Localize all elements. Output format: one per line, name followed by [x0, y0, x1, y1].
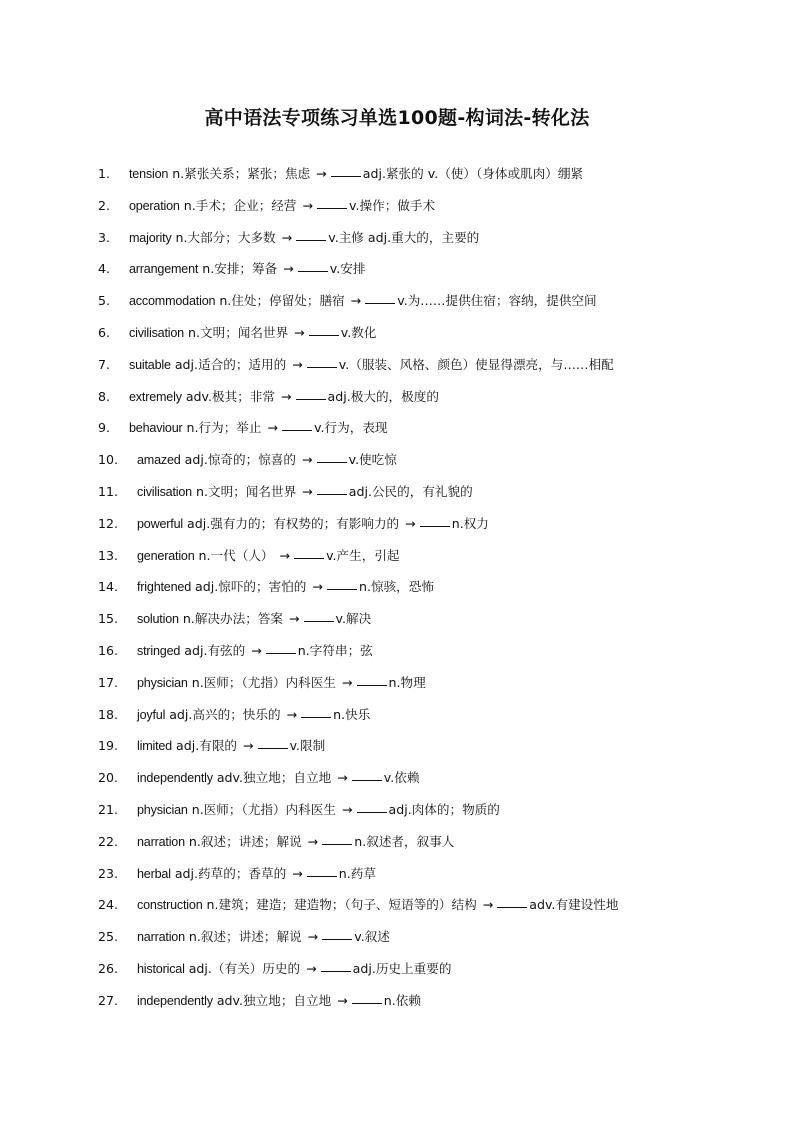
item-meaning: n.叙述；讲述；解说 — [188, 833, 302, 849]
list-item — [0, 957, 794, 989]
item-text — [137, 512, 489, 536]
item-text — [129, 226, 479, 250]
item-number: 4. — [98, 261, 111, 277]
arrow-right-icon: → — [337, 770, 348, 786]
arrow-right-icon: → — [405, 515, 416, 531]
item-target: v.安排 — [329, 261, 366, 277]
item-target: adv.有建设性地 — [529, 897, 619, 913]
item-number: 15. — [98, 611, 119, 627]
item-number: 7. — [98, 356, 111, 372]
item-meaning: adj.惊吓的；害怕的 — [195, 579, 307, 595]
item-target: n.叙述者，叙事人 — [354, 833, 455, 849]
item-text — [137, 575, 434, 599]
list-item — [0, 575, 794, 607]
answer-blank[interactable] — [322, 926, 352, 940]
item-target: n.药草 — [338, 865, 376, 881]
item-word: solution — [137, 612, 179, 627]
item-target: v.叙述 — [354, 929, 390, 945]
item-meaning: n.叙述；讲述；解说 — [188, 929, 302, 945]
answer-blank[interactable] — [266, 640, 296, 654]
answer-blank[interactable] — [296, 386, 326, 400]
item-number: 5. — [98, 293, 111, 309]
item-word: extremely — [129, 389, 182, 404]
item-number: 1. — [98, 166, 111, 181]
list-item — [0, 862, 794, 894]
item-word: frightened — [137, 580, 192, 595]
item-text — [137, 639, 373, 663]
arrow-right-icon: → — [267, 420, 279, 436]
item-text — [129, 321, 376, 345]
item-target: n.字符串；弦 — [297, 642, 373, 658]
item-target: n.依赖 — [383, 992, 421, 1008]
answer-blank[interactable] — [327, 576, 357, 590]
answer-blank[interactable] — [258, 735, 288, 749]
list-item — [0, 289, 794, 321]
item-text — [129, 385, 439, 409]
answer-blank[interactable] — [365, 290, 395, 304]
item-number: 14. — [98, 579, 119, 595]
answer-blank[interactable] — [282, 417, 312, 431]
answer-blank[interactable] — [352, 767, 382, 781]
item-number: 17. — [98, 674, 119, 690]
item-text — [137, 862, 376, 886]
item-word: narration — [137, 930, 185, 945]
item-text — [137, 480, 473, 504]
list-item — [0, 734, 794, 766]
arrow-right-icon: → — [316, 166, 327, 181]
list-item — [0, 893, 794, 925]
answer-blank[interactable] — [304, 608, 334, 622]
arrow-right-icon: → — [279, 547, 291, 563]
item-target: adj.公民的，有礼貌的 — [348, 483, 473, 499]
arrow-right-icon: → — [307, 833, 319, 849]
item-meaning: adv.独立地；自立地 — [216, 992, 332, 1008]
item-word: tension — [129, 167, 169, 181]
list-item — [0, 512, 794, 544]
item-target: n.快乐 — [333, 706, 371, 722]
answer-blank[interactable] — [357, 672, 387, 686]
list-item — [0, 639, 794, 671]
item-text — [137, 766, 419, 790]
item-number: 13. — [98, 547, 119, 563]
answer-blank[interactable] — [296, 227, 326, 241]
list-item — [0, 989, 794, 1021]
item-meaning: adj.（有关）历史的 — [188, 960, 301, 976]
answer-blank[interactable] — [307, 354, 337, 368]
item-text — [137, 734, 325, 758]
item-meaning: adj.强有力的；有权势的；有影响力的 — [187, 515, 400, 531]
arrow-right-icon: → — [312, 579, 323, 595]
item-word: operation — [129, 198, 180, 213]
item-number: 22. — [98, 833, 119, 849]
item-number: 9. — [98, 420, 111, 436]
list-item — [0, 925, 794, 957]
item-meaning: n.解决办法；答案 — [182, 611, 283, 627]
item-word: physician — [137, 675, 188, 690]
item-text — [137, 671, 426, 695]
arrow-right-icon: → — [283, 261, 294, 277]
item-target: n.惊骇，恐怖 — [358, 579, 434, 595]
item-word: amazed — [137, 453, 181, 468]
item-meaning: adj.适合的；适用的 — [174, 356, 287, 372]
item-number: 23. — [98, 865, 119, 881]
arrow-right-icon: → — [341, 674, 353, 690]
arrow-right-icon: → — [482, 897, 494, 913]
list-item — [0, 385, 794, 417]
answer-blank[interactable] — [497, 894, 527, 908]
item-target: n.权力 — [451, 515, 489, 531]
item-number: 12. — [98, 515, 119, 531]
item-meaning: adj.有弦的 — [184, 642, 246, 658]
item-target: adj.紧张的 v.（使）（身体或肌肉）绷紧 — [362, 166, 584, 181]
item-text — [137, 544, 400, 568]
page-title: 高中语法专项练习单选100题-构词法-转化法 — [204, 107, 590, 129]
item-word: narration — [137, 834, 185, 849]
list-item — [0, 162, 794, 194]
item-target: v.限制 — [289, 738, 326, 754]
item-word: suitable — [129, 357, 171, 372]
arrow-right-icon: → — [286, 706, 298, 722]
arrow-right-icon: → — [280, 388, 292, 404]
item-word: powerful — [137, 516, 184, 531]
list-item — [0, 766, 794, 798]
item-text — [137, 893, 618, 917]
list-item — [0, 480, 794, 512]
item-meaning: n.紧张关系；紧张；焦虑 — [172, 166, 311, 181]
list-item — [0, 416, 794, 448]
item-meaning: n.一代（人） — [198, 547, 274, 563]
item-text — [137, 989, 421, 1013]
item-text — [129, 289, 597, 313]
list-item — [0, 830, 794, 862]
item-text — [129, 194, 435, 218]
arrow-right-icon: → — [302, 452, 313, 468]
answer-blank[interactable] — [420, 513, 450, 527]
item-target: v.依赖 — [383, 770, 420, 786]
item-word: herbal — [137, 866, 171, 881]
item-number: 25. — [98, 929, 119, 945]
answer-blank[interactable] — [331, 163, 361, 177]
answer-blank[interactable] — [301, 704, 331, 718]
arrow-right-icon: → — [302, 483, 313, 499]
arrow-right-icon: → — [292, 865, 303, 881]
list-item — [0, 321, 794, 353]
item-target: v.操作；做手术 — [349, 197, 436, 213]
answer-blank[interactable] — [317, 195, 347, 209]
list-item — [0, 448, 794, 480]
item-meaning: adj.惊奇的；惊喜的 — [184, 452, 296, 468]
answer-blank[interactable] — [317, 481, 347, 495]
item-text — [137, 448, 397, 472]
item-target: v.使吃惊 — [348, 452, 397, 468]
arrow-right-icon: → — [251, 642, 262, 658]
item-target: v.教化 — [340, 324, 377, 340]
item-text — [137, 607, 371, 631]
item-target: v.产生，引起 — [326, 547, 400, 563]
list-item — [0, 226, 794, 258]
item-number: 20. — [98, 770, 119, 786]
item-text — [129, 416, 388, 440]
arrow-right-icon: → — [292, 356, 303, 372]
item-meaning: n.建筑；建造；建造物；（句子、短语等的）结构 — [206, 897, 477, 913]
item-target: adj.极大的，极度的 — [327, 388, 439, 404]
list-item — [0, 671, 794, 703]
arrow-right-icon: → — [302, 197, 314, 213]
item-meaning: n.文明；闻名世界 — [196, 483, 297, 499]
arrow-right-icon: → — [294, 324, 305, 340]
answer-blank[interactable] — [307, 863, 337, 877]
list-item — [0, 607, 794, 639]
item-number: 27. — [98, 992, 119, 1008]
list-item — [0, 544, 794, 576]
item-word: arrangement — [129, 262, 199, 277]
exercise-list — [0, 162, 794, 1021]
item-number: 24. — [98, 897, 119, 913]
arrow-right-icon: → — [281, 229, 293, 245]
item-number: 16. — [98, 642, 119, 658]
item-text — [129, 257, 365, 281]
answer-blank[interactable] — [352, 990, 382, 1004]
item-number: 3. — [98, 229, 111, 245]
item-meaning: adj.有限的 — [176, 738, 238, 754]
arrow-right-icon: → — [350, 293, 362, 309]
item-target: n.物理 — [388, 674, 426, 690]
arrow-right-icon: → — [307, 929, 319, 945]
item-text — [137, 925, 390, 949]
item-word: joyful — [137, 707, 166, 722]
list-item — [0, 798, 794, 830]
item-target: adj.历史上重要的 — [352, 960, 452, 976]
item-text — [129, 353, 614, 377]
item-number: 18. — [98, 706, 119, 722]
item-meaning: n.安排；筹备 — [202, 261, 278, 277]
item-text — [137, 703, 370, 727]
item-word: civilisation — [129, 325, 184, 340]
arrow-right-icon: → — [243, 738, 254, 754]
item-meaning: adv.独立地；自立地 — [216, 770, 332, 786]
item-meaning: n.医师；（尤指）内科医生 — [191, 674, 336, 690]
list-item — [0, 194, 794, 226]
arrow-right-icon: → — [341, 801, 353, 817]
item-meaning: n.医师；（尤指）内科医生 — [191, 801, 336, 817]
arrow-right-icon: → — [337, 992, 348, 1008]
item-meaning: n.大部分；大多数 — [175, 229, 276, 245]
answer-blank[interactable] — [322, 831, 352, 845]
item-meaning: n.文明；闻名世界 — [188, 324, 289, 340]
item-word: stringed — [137, 643, 181, 658]
item-text — [129, 162, 583, 186]
item-meaning: adv.极其；非常 — [185, 388, 275, 404]
item-number: 2. — [98, 197, 111, 213]
answer-blank[interactable] — [321, 958, 351, 972]
list-item — [0, 703, 794, 735]
list-item — [0, 353, 794, 385]
answer-blank[interactable] — [294, 545, 324, 559]
list-item — [0, 257, 794, 289]
answer-blank[interactable] — [317, 449, 347, 463]
item-number: 26. — [98, 960, 119, 976]
item-word: independently — [137, 771, 213, 786]
item-meaning: n.行为；举止 — [186, 420, 262, 436]
item-word: civilisation — [137, 484, 192, 499]
item-target: v.（服装、风格、颜色）使显得漂亮，与……相配 — [338, 356, 614, 372]
item-word: limited — [137, 739, 172, 754]
item-word: accommodation — [129, 294, 216, 309]
item-text — [137, 830, 454, 854]
item-number: 6. — [98, 324, 111, 340]
item-word: historical — [137, 961, 185, 976]
item-text — [137, 957, 451, 981]
item-number: 10. — [98, 452, 119, 468]
item-target: adj.肉体的；物质的 — [388, 801, 500, 817]
item-text — [137, 798, 500, 822]
item-target: v.主修 adj.重大的，主要的 — [328, 229, 480, 245]
item-word: generation — [137, 548, 195, 563]
item-target: v.为……提供住宿；容纳，提供空间 — [397, 293, 597, 309]
item-meaning: n.手术；企业；经营 — [183, 197, 297, 213]
item-word: physician — [137, 802, 188, 817]
item-word: behaviour — [129, 421, 183, 436]
item-target: v.行为，表现 — [314, 420, 388, 436]
item-word: majority — [129, 230, 172, 245]
answer-blank[interactable] — [357, 799, 387, 813]
item-meaning: adj.药草的；香草的 — [174, 865, 287, 881]
arrow-right-icon: → — [288, 611, 300, 627]
item-number: 19. — [98, 738, 119, 754]
item-number: 8. — [98, 388, 111, 404]
arrow-right-icon: → — [306, 960, 317, 976]
item-word: construction — [137, 898, 203, 913]
item-meaning: adj.高兴的；快乐的 — [169, 706, 281, 722]
item-word: independently — [137, 993, 213, 1008]
item-target: v.解决 — [335, 611, 372, 627]
item-number: 11. — [98, 483, 119, 499]
item-number: 21. — [98, 801, 119, 817]
item-meaning: n.住处；停留处；膳宿 — [219, 293, 345, 309]
answer-blank[interactable] — [309, 322, 339, 336]
answer-blank[interactable] — [298, 258, 328, 272]
